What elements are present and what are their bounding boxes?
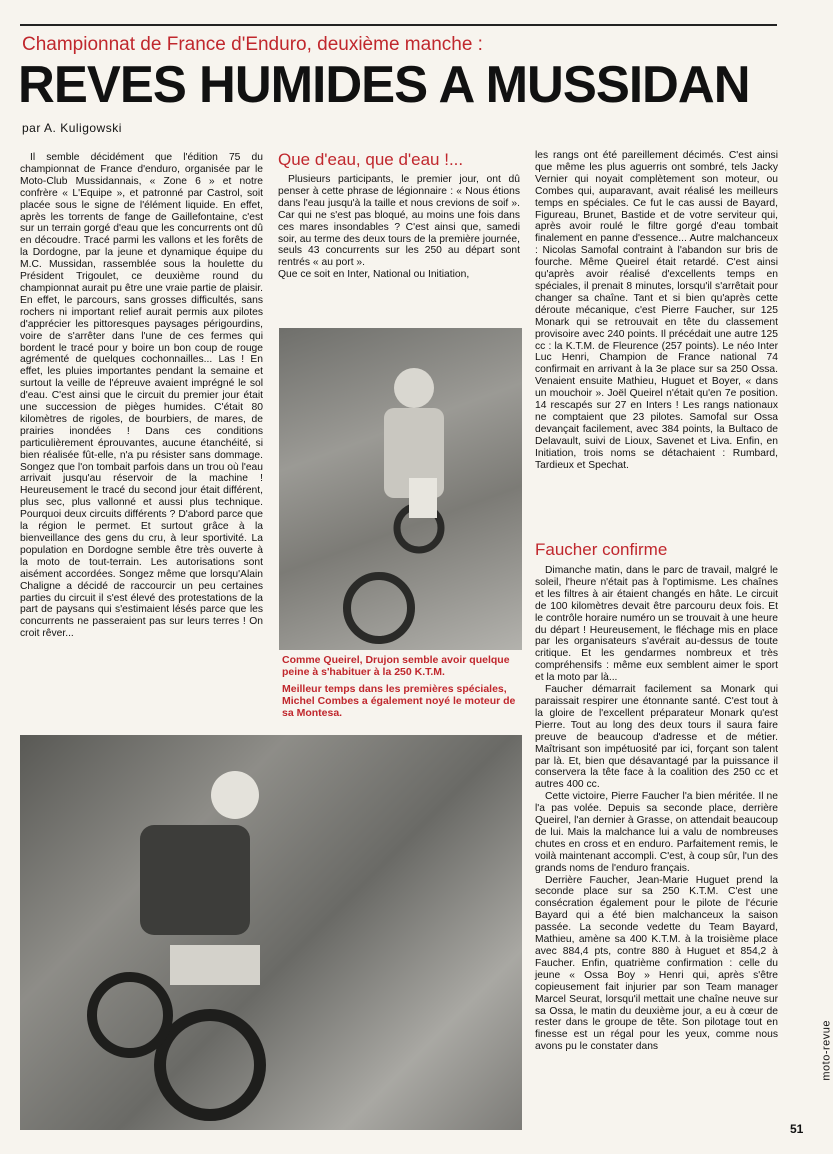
subhead-faucher-confirme: Faucher confirme (535, 540, 668, 559)
subhead-que-deau: Que d'eau, que d'eau !... (278, 150, 464, 169)
kicker: Championnat de France d'Enduro, deuxième manche : (22, 34, 483, 55)
column-1 (20, 152, 263, 732)
column-3 (535, 150, 778, 530)
photo-captions (282, 654, 522, 724)
column-2 (278, 150, 520, 281)
page-number: 51 (790, 1122, 804, 1136)
caption-drujon: Comme Queirel, Drujon semble avoir quelque peine à s'habituer à la 250 K.T.M. (282, 654, 510, 678)
paragraph: Derrière Faucher, Jean-Marie Huguet prend la seconde place sur sa 250 K.T.M. C'est une consécration également pour le pilote de l'écurie Bayard qui a été bien malchanceux la saison passée. La seconde vedette du Team Bayard, Mathieu, amène sa 400 K.T.M. à la troisième place avec 884,4 pts, contre 880 à Huguet et 854,2 à Faucher. Enfin, quatrième confirmation : celle du jeune « Ossa Boy » Henri qui, après s'être copieusement fait injurier par son Team manager Marcel Seurat, lorsqu'il mettait une chaîne neuve sur sa Ossa, le matin du deuxième jour, a eu à cœur de rester dans le groupe de tête. Son pilotage tout en finesse est un régal pour les yeux, comme nous avons pu le constater dans (535, 874, 778, 1053)
magazine-name: moto-revue (821, 1020, 833, 1081)
column-3-continued (535, 565, 778, 1145)
photo-drujon (279, 328, 522, 650)
paragraph: Faucher démarrait facilement sa Monark qui paraissait respirer une étonnante santé. C'est tout à la gloire de l'excellent préparateur Monark qu'est Pierre. Tout au long des deux tours il saura faire preuve de beaucoup d'adresse et de métier. Maîtrisant son impétuosité par ici, forçant son talent par là. Et, bien que désavantagé par la puissance il conservera la tête face à la coalition des 250 cc et autres 400 cc. (535, 684, 778, 791)
caption-combes: Meilleur temps dans les premières spéciales, Michel Combes a également noyé le moteur de sa Montesa. (282, 683, 516, 719)
paragraph: Il semble décidément que l'édition 75 du championnat de France d'enduro, organisée par le Moto-Club Mussidannais, « Zone 6 » et notre confrère « L'Equipe », et patronné par Castrol, soit placée sous le signe de l'élément liquide. En effet, après les torrents de fange de Gaillefontaine, c'est sur un terrain gorgé d'eau que les concurrents ont dû en découdre. Tracé parmi les vallons et les forêts de la Dordogne, par la jeune et dynamique équipe du M.C. Mussidan, rassemblée sous la houlette du Président Trigoulet, ce deuxième round du championnat aurait pu être une vraie partie de plaisir. En effet, le parcours, sans grosses difficultés, sans rochers ni important relief aurait permis aux pilotes d'apprécier les pittoresques paysages périgourdins, voire de s'arrêter dans l'une de ces fermes qui bordent le tracé pour y boire un bon coup de rouge agrémenté de quelques cochonnailles... Las ! En effet, les pluies importantes pendant la semaine et surtout la veille de l'épreuve avaient imprégné le sol d'eau. C'est ainsi que le circuit du premier jour était une succession de pièges humides. C'était 80 kilomètres de rigoles, de bourbiers, de mares, de prairies inondées ! Dans ces conditions particulièrement éprouvantes, aucune étanchéité, si bien réalisée fût-elle, n'a pu résister sans dommage. Songez que l'on tombait parfois dans un trou où l'eau arrivait jusqu'au réservoir de la machine ! Heureusement le tracé du second jour était différent, plus sec, plus vallonné et aussi plus technique. Pourquoi deux circuits différents ? D'abord parce que la région le permet. Et surtout grâce à la bienveillance des gens du cru, à leur sportivité. La population en Dordogne semble être très ouverte à la moto de tout-terrain. Les autorisations sont aisément accordées. Songez même que lorsqu'Alain Chaligne a décidé de raccourcir un peu certaines parties du circuit il s'est élevé des protestations de la part de paysans qui s'estimaient lésés parce que les concurrents ne passeraient pas sur leurs terres ! On croit rêver... (20, 152, 263, 640)
paragraph: Que ce soit en Inter, National ou Initiation, (278, 269, 470, 281)
rider-illustration (20, 735, 522, 1130)
paragraph: Cette victoire, Pierre Faucher l'a bien méritée. Il ne l'a pas volée. Depuis sa seconde place, derrière Queirel, l'an dernier à Grasse, on attendait beaucoup de lui. Mais la malchance lui a valu de nombreuses chutes en cross et en enduro. Parfaitement remis, le voilà maintenant accompli. C'est, à coup sûr, l'un des grands noms de l'enduro français. (535, 791, 778, 874)
paragraph: Dimanche matin, dans le parc de travail, malgré le soleil, l'heure n'était pas à l'optimisme. Les chaînes et les filtres à air étaient changés en hâte. Le circuit de 100 kilomètres devait être parcouru deux fois. Et le contrôle horaire numéro un se trouvait à une heure du départ ! Heureusement, le fléchage mis en place par les organisateurs s'avérait au-dessus de toute critique. Et les gendarmes nombreux et très compréhensifs : même eux semblent aimer le sport et la moto par là... (535, 565, 778, 684)
paragraph: les rangs ont été pareillement décimés. C'est ainsi que même les plus aguerris ont sombré, tels Jacky Vernier qui noyait complètement son moteur, ou Combes qui, auparavant, avait réalisé les meilleurs temps en spéciales. Ce fut le cas aussi de Bayard, Figureau, Brunet, Bastide et de votre serviteur qui, après avoir roulé le filtre gorgé d'eau tombait finalement en panne d'essence... Autre malchanceux : Nicolas Samofal contraint à l'abandon sur bris de fourche. Même Queirel était retardé. C'est ainsi qu'après avoir réalisé d'excellents temps en spéciales, il prenait 8 minutes, lorsqu'il s'arrêtait pour changer sa chaîne. Tant et si bien qu'après cette déroute mécanique, c'est Pierre Faucher, sur 125 Monark qui se retrouvait en tête du classement provisoire avec 240 points. Il précédait une autre 125 cc : la K.T.M. de Fleurence (257 points). Le néo Inter Luc Henri, Champion de France national 74 confirmait en arrivant à la 3e place sur sa 250 Ossa. Venaient ensuite Mathieu, Huguet et Boyer, « dans un mouchoir ». Joël Queirel n'était qu'en 7e position. 14 rescapés sur 27 en Inters ! Les rangs nationaux ne comptaient que 23 pilotes. Samofal sur Ossa devançait facilement, avec 384 points, la Bultaco de Delavault, suivi de Lioux, Savenet et Liva. Enfin, en Initiation, trois noms se détachaient : Rumbard, Tardieux et Spechat. (535, 150, 778, 471)
column-3-subhead (535, 540, 778, 564)
paragraph: Plusieurs participants, le premier jour, ont dû penser à cette phrase de légionnaire : « Nous étions dans l'eau jusqu'à la taille et nous crevions de soif ». Car qui ne s'est pas bloqué, au moins une fois dans ces mares insondables ? C'est ainsi que, samedi soir, au terme des deux tours de la première journée, seuls 43 concurrents sur les 250 au départ sont rentrés « au port ». (278, 174, 520, 269)
byline: par A. Kuligowski (22, 121, 122, 135)
rider-illustration (279, 328, 522, 650)
headline: REVES HUMIDES A MUSSIDAN (18, 56, 750, 114)
top-rule (20, 24, 777, 26)
photo-combes (20, 735, 522, 1130)
